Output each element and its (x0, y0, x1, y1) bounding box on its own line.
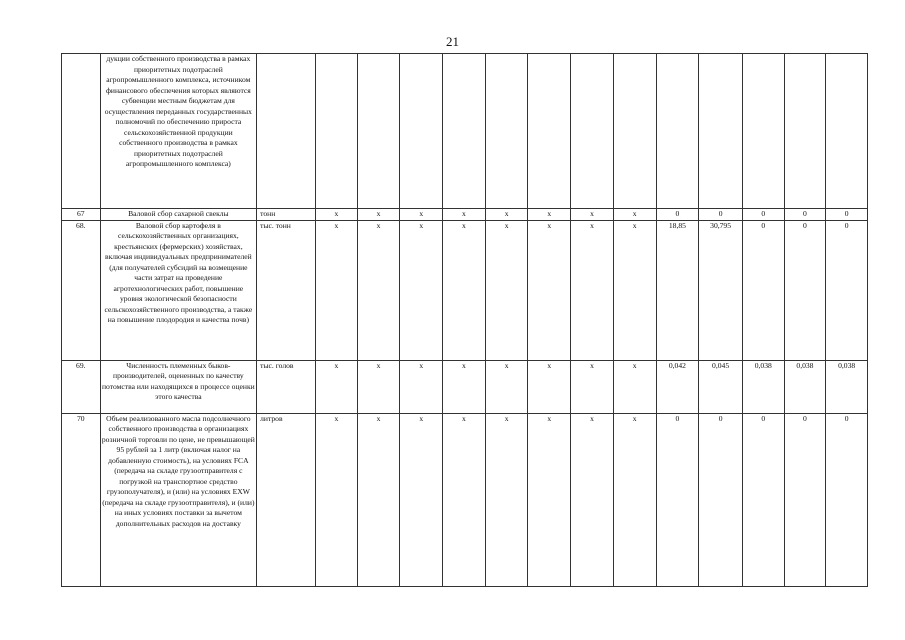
value-cell: х (443, 220, 486, 360)
value-cell: 0 (784, 220, 826, 360)
value-cell: 0 (699, 413, 743, 586)
value-cell (485, 54, 528, 209)
value-cell (357, 54, 400, 209)
value-cell: х (528, 220, 571, 360)
value-cell: х (443, 413, 486, 586)
value-cell (316, 54, 358, 209)
value-cell: 0,038 (784, 360, 826, 413)
value-cell: х (485, 209, 528, 221)
indicator-description-cell: Валовой сбор сахарной свеклы (100, 209, 257, 221)
value-cell: х (528, 413, 571, 586)
value-cell (400, 54, 443, 209)
value-cell (656, 54, 699, 209)
row-number-cell: 67 (62, 209, 101, 221)
row-number-cell (62, 54, 101, 209)
indicators-table (61, 53, 868, 587)
indicator-description-cell: Валовой сбор картофеля в сельскохозяйственных организациях, крестьянских (фермерских) хозяйствах, включая индивидуальных предпринимателей (для получателей субсидий на возмещение части затрат на проведение агротехнологических работ, повышение уровня экологической безопасности сельскохозяйственного производства, а также на повышение плодородия и качества почв) (100, 220, 257, 360)
value-cell: х (571, 209, 614, 221)
indicator-description-cell: дукции собственного производства в рамках приоритетных подотраслей агропромышленного комплекса, источником финансового обеспечения которых являются субвенции местным бюджетам для осуществления переданных государственных полномочий по обеспечению прироста сельскохозяйственной продукции собственного производства в рамках приоритетных подотраслей агропромышленного комплекса) (100, 54, 257, 209)
value-cell: х (485, 413, 528, 586)
value-cell (528, 54, 571, 209)
value-cell: 0,038 (742, 360, 784, 413)
table-row (62, 360, 868, 413)
value-cell: х (357, 360, 400, 413)
value-cell: х (485, 360, 528, 413)
value-cell: х (613, 220, 656, 360)
value-cell: х (571, 413, 614, 586)
unit-cell (257, 54, 316, 209)
unit-cell: литров (257, 413, 316, 586)
value-cell: 0 (784, 209, 826, 221)
value-cell: х (443, 360, 486, 413)
value-cell: 0,038 (826, 360, 868, 413)
value-cell: х (400, 360, 443, 413)
row-number-cell: 68. (62, 220, 101, 360)
unit-cell: тыс. тонн (257, 220, 316, 360)
indicator-description-cell: Численность племенных быков-производителей, оцененных по качеству потомства или находящихся в процессе оценки этого качества (100, 360, 257, 413)
value-cell: х (400, 413, 443, 586)
value-cell (826, 54, 868, 209)
value-cell: х (613, 360, 656, 413)
value-cell: х (316, 413, 358, 586)
value-cell (443, 54, 486, 209)
value-cell: х (485, 220, 528, 360)
value-cell: х (357, 209, 400, 221)
value-cell: х (613, 413, 656, 586)
value-cell (613, 54, 656, 209)
value-cell: 0 (826, 220, 868, 360)
row-number-cell: 69. (62, 360, 101, 413)
value-cell: х (528, 360, 571, 413)
value-cell: х (571, 220, 614, 360)
unit-cell: тонн (257, 209, 316, 221)
value-cell: 18,85 (656, 220, 699, 360)
value-cell: 0 (742, 413, 784, 586)
value-cell: 0 (742, 220, 784, 360)
value-cell (571, 54, 614, 209)
value-cell: х (316, 220, 358, 360)
value-cell: х (571, 360, 614, 413)
row-number-cell: 70 (62, 413, 101, 586)
table-row (62, 413, 868, 586)
value-cell: 0 (656, 413, 699, 586)
value-cell: х (528, 209, 571, 221)
table-row (62, 54, 868, 209)
value-cell: 0,045 (699, 360, 743, 413)
value-cell: 0 (742, 209, 784, 221)
value-cell: х (443, 209, 486, 221)
page-number: 21 (446, 34, 459, 49)
value-cell: 0 (826, 209, 868, 221)
value-cell: 0 (826, 413, 868, 586)
value-cell: х (316, 360, 358, 413)
value-cell: 0 (699, 209, 743, 221)
value-cell: х (400, 209, 443, 221)
value-cell: х (613, 209, 656, 221)
indicator-description-cell: Объем реализованного масла подсолнечного собственного производства в организациях розничной торговли по цене, не превышающей 95 рублей за 1 литр (включая налог на добавленную стоимость), на условиях FCA (передача на складе грузоотправителя с погрузкой на транспортное средство грузополучателя), и (или) на условиях EXW (передача на складе грузоотправителя), и (или) на иных условиях поставки за вычетом дополнительных расходов на доставку (100, 413, 257, 586)
value-cell: 30,795 (699, 220, 743, 360)
table-row (62, 220, 868, 360)
value-cell: х (357, 413, 400, 586)
value-cell (742, 54, 784, 209)
value-cell: х (400, 220, 443, 360)
value-cell (784, 54, 826, 209)
value-cell: 0 (784, 413, 826, 586)
value-cell: 0,042 (656, 360, 699, 413)
table-row (62, 209, 868, 221)
value-cell: х (357, 220, 400, 360)
value-cell (699, 54, 743, 209)
unit-cell: тыс. голов (257, 360, 316, 413)
value-cell: 0 (656, 209, 699, 221)
value-cell: х (316, 209, 358, 221)
